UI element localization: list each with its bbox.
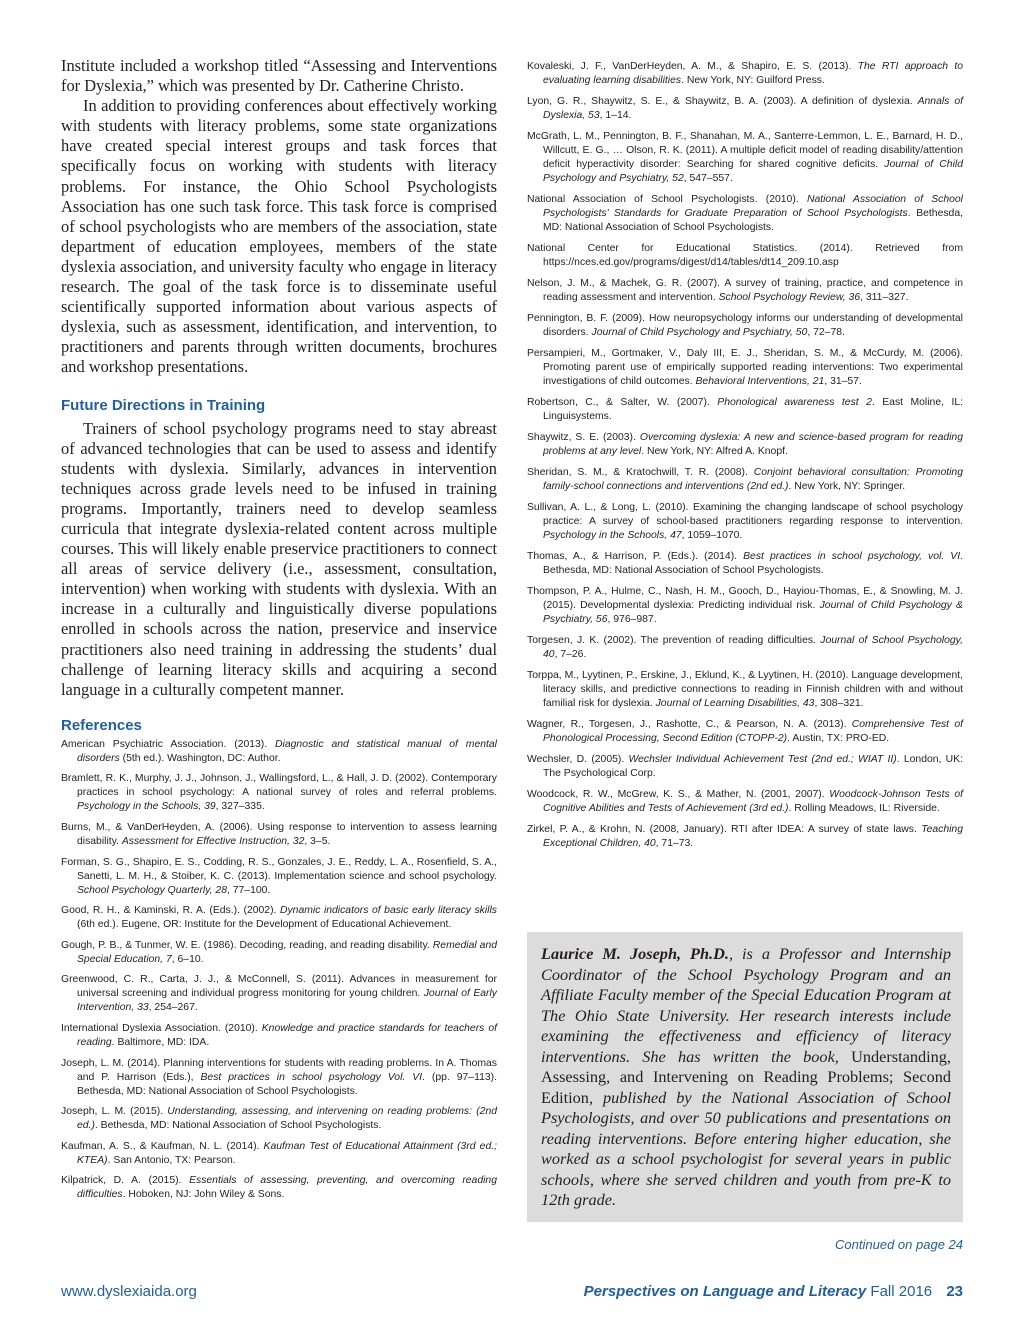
reference-item: Kovaleski, J. F., VanDerHeyden, A. M., & Shapiro, E. S. (2013). The RTI approach to evaluating learning disabilities. New York, NY: Guilford Press.: [527, 61, 964, 86]
reference-item: Thomas, A., & Harrison, P. (Eds.). (2014). Best practices in school psychology, vol. VI. Bethesda, MD: National Association of School Psychologists.: [527, 551, 963, 576]
footer-publication: [584, 1283, 963, 1300]
reference-item: International Dyslexia Association. (2010). Knowledge and practice standards for teachers of reading. Baltimore, MD: IDA.: [61, 1022, 497, 1048]
reference-item: Torppa, M., Lyytinen, P., Erskine, J., Eklund, K., & Lyytinen, H. (2010). Language development, literacy skills, and predictive connections to reading in Finnish children with and without familial risk for dyslexia. Journal of Learning Disabilities, 43, 308–321.: [527, 670, 963, 709]
left-column: [61, 56, 497, 1209]
reference-item: Wagner, R., Torgesen, J., Rashotte, C., & Pearson, N. A. (2013). Comprehensive Test of Phonological Processing, Second Edition (CTOPP-2). Austin, TX: PRO-ED.: [527, 719, 963, 744]
reference-item: Sheridan, S. M., & Kratochwill, T. R. (2008). Conjoint behavioral consultation: Promoting family-school connections and interventions (2nd ed.). New York, NY: Springer.: [527, 467, 963, 492]
body-paragraph: Institute included a workshop titled “Assessing and Interventions for Dyslexia,” which was presented by Dr. Catherine Christo.: [61, 56, 497, 96]
reference-item: Greenwood, C. R., Carta, J. J., & McConnell, S. (2011). Advances in measurement for universal screening and individual progress monitoring for young children. Journal of Early Intervention, 33, 254–267.: [61, 974, 497, 1014]
reference-list: [61, 738, 497, 1203]
book-title: Understanding, Assessing, and Intervening on Reading Problems; Second Edition: [541, 1046, 951, 1107]
body-paragraph: In addition to providing conferences about effectively working with students with literacy problems, some state organizations have created special interest groups and task forces that specifically focus on working with students with literacy problems. For instance, the Ohio School Psychologists Association has one such task force. This task force is comprised of school psychologists who are members of the association, state department of education employees, members of the state dyslexia association, and university faculty who engage in literacy research. The goal of the task force is to disseminate useful scientifically supported information about various aspects of dyslexia, such as assessment, identification, and intervention, to practitioners and parents through written documents, brochures and workshop presentations.: [61, 96, 497, 377]
reference-item: Joseph, L. M. (2014). Planning interventions for students with reading problems. In A. Thomas and P. Harrison (Eds.), Best practices in school psychology Vol. VI. (pp. 97–113). Bethesda, MD: National Association of School Psychologists.: [61, 1057, 497, 1097]
reference-item: Bramlett, R. K., Murphy, J. J., Johnson, J., Wallingsford, L., & Hall, J. D. (2002). Contemporary practices in school psychology: A national survey of roles and referral problems. Psychology in the Schools, 39, 327–335.: [61, 773, 497, 813]
reference-item: National Center for Educational Statistics. (2014). Retrieved from https://nces.ed.gov/programs/digest/d14/tables/dt14_209.10.asp: [527, 243, 963, 268]
reference-item: Forman, S. G., Shapiro, E. S., Codding, R. S., Gonzales, J. E., Reddy, L. A., Rosenfield, S. A., Sanetti, L. M. H., & Stoiber, K. C. (2013). Implementation science and school psychology. School Psychology Quarterly, 28, 77–100.: [61, 856, 497, 896]
reference-item: American Psychiatric Association. (2013). Diagnostic and statistical manual of mental disorders (5th ed.). Washington, DC: Author.: [61, 738, 497, 764]
reference-item: Joseph, L. M. (2015). Understanding, assessing, and intervening on reading problems: (2nd ed.). Bethesda, MD: National Association of School Psychologists.: [61, 1106, 498, 1132]
reference-item: Kilpatrick, D. A. (2015). Essentials of assessing, preventing, and overcoming reading difficulties. Hoboken, NJ: John Wiley & Sons.: [61, 1175, 497, 1201]
section-heading-future-directions: Future Directions in Training: [61, 396, 266, 414]
footer-website-link[interactable]: www.dyslexiaida.org: [61, 1283, 197, 1300]
author-bio: [541, 944, 951, 1211]
reference-item: McGrath, L. M., Pennington, B. F., Shanahan, M. A., Santerre-Lemmon, L. E., Barnard, H. D., Willcutt, E. G., … Olson, R. K. (2011). A multiple deficit model of reading disability/attention deficit hyperactivity disorder: Searching for shared cognitive deficits. Journal of Child Psychology and Psychiatry, 52, 547–557.: [527, 131, 963, 184]
reference-item: Wechsler, D. (2005). Wechsler Individual Achievement Test (2nd ed.; WIAT II). London, UK: The Psychological Corp.: [527, 754, 963, 779]
right-column: [527, 60, 963, 858]
reference-item: Good, R. H., & Kaminski, R. A. (Eds.). (2002). Dynamic indicators of basic early literacy skills (6th ed.). Eugene, OR: Institute for the Development of Educational Achievement.: [61, 905, 497, 931]
reference-item: Shaywitz, S. E. (2003). Overcoming dyslexia: A new and science-based program for reading problems at any level. New York, NY: Alfred A. Knopf.: [527, 432, 963, 457]
reference-item: National Association of School Psychologists. (2010). National Association of School Psychologists’ Standards for Graduate Preparation of School Psychologists. Bethesda, MD: National Association of School Psychologists.: [527, 194, 963, 233]
reference-item: Zirkel, P. A., & Krohn, N. (2008, January). RTI after IDEA: A survey of state laws. Teaching Exceptional Children, 40, 71–73.: [527, 824, 963, 849]
page-number: 23: [946, 1283, 963, 1300]
reference-item: Woodcock, R. W., McGrew, K. S., & Mather, N. (2001, 2007). Woodcock-Johnson Tests of Cognitive Abilities and Tests of Achievement (3rd ed.). Rolling Meadows, IL: Riverside.: [527, 789, 963, 814]
reference-item: Torgesen, J. K. (2002). The prevention of reading difficulties. Journal of School Psychology, 40, 7–26.: [527, 635, 963, 660]
section-heading-references: References: [61, 716, 142, 734]
reference-item: Kaufman, A. S., & Kaufman, N. L. (2014). Kaufman Test of Educational Attainment (3rd ed.; KTEA). San Antonio, TX: Pearson.: [61, 1140, 497, 1166]
reference-item: Lyon, G. R., Shaywitz, S. E., & Shaywitz, B. A. (2003). A definition of dyslexia. Annals of Dyslexia, 53, 1–14.: [527, 96, 963, 121]
reference-item: Gough, P. B., & Tunmer, W. E. (1986). Decoding, reading, and reading disability. Remedial and Special Education, 7, 6–10.: [61, 939, 497, 965]
continued-link[interactable]: Continued on page 24: [835, 1237, 963, 1252]
bio-text: , is a Professor and Internship Coordinator of the School Psychology Program and an Affiliate Faculty member of the Special Education Program at The Ohio State University. Her research interests include examining the effectiveness and efficiency of literacy interventions. She has written the book,: [541, 944, 951, 1066]
reference-item: Pennington, B. F. (2009). How neuropsychology informs our understanding of developmental disorders. Journal of Child Psychology and Psychiatry, 50, 72–78.: [527, 313, 963, 338]
body-paragraph: Trainers of school psychology programs need to stay abreast of advanced technologies that can be used to assess and identify students with dyslexia. Similarly, advances in intervention techniques across grade levels need to be infused in training programs. Importantly, trainers need to develop seamless curricula that integrate dyslexia-related content across multiple courses. This will likely enable preservice practitioners to connect all areas of service delivery (i.e., assessment, consultation, intervention) when working with students with dyslexia. With an increase in a culturally and linguistically diverse populations enrolled in schools across the nation, preservice and inservice practitioners also need training in addressing the students’ dual challenge of learning literacy skills and acquiring a second language in a culturally competent manner.: [61, 418, 497, 699]
reference-item: Nelson, J. M., & Machek, G. R. (2007). A survey of training, practice, and competence in reading assessment and intervention. School Psychology Review, 36, 311–327.: [527, 278, 963, 303]
reference-item: Robertson, C., & Salter, W. (2007). Phonological awareness test 2. East Moline, IL: Linguisystems.: [527, 397, 963, 422]
issue-date: Fall 2016: [870, 1283, 933, 1300]
publication-title: Perspectives on Language and Literacy: [583, 1283, 867, 1300]
author-bio-box: [527, 932, 963, 1222]
reference-item: Persampieri, M., Gortmaker, V., Daly III, E. J., Sheridan, S. M., & McCurdy, M. (2006). Promoting parent use of empirically supported reading interventions: Two experimental investigations of child outcomes. Behavioral Interventions, 21, 31–57.: [527, 348, 963, 387]
reference-item: Sullivan, A. L., & Long, L. (2010). Examining the changing landscape of school psychology practice: A survey of school-based practitioners regarding response to intervention. Psychology in the Schools, 47, 1059–1070.: [527, 502, 963, 541]
author-name: Laurice M. Joseph, Ph.D.: [541, 944, 729, 963]
bio-text: , published by the National Association of School Psychologists, and over 50 publications and presentations on reading interventions. Before entering higher education, she worked as a school psychologist for several years in public schools, where she served children and youth from pre-K to 12th grade.: [541, 1087, 951, 1209]
reference-list: [527, 60, 963, 851]
reference-item: Burns, M., & VanDerHeyden, A. (2006). Using response to intervention to assess learning disability. Assessment for Effective Instruction, 32, 3–5.: [61, 822, 497, 847]
reference-item: Thompson, P. A., Hulme, C., Nash, H. M., Gooch, D., Hayiou-Thomas, E., & Snowling, M. J. (2015). Developmental dyslexia: Predicting individual risk. Journal of Child Psychology & Psychiatry, 56, 976–987.: [527, 586, 963, 625]
